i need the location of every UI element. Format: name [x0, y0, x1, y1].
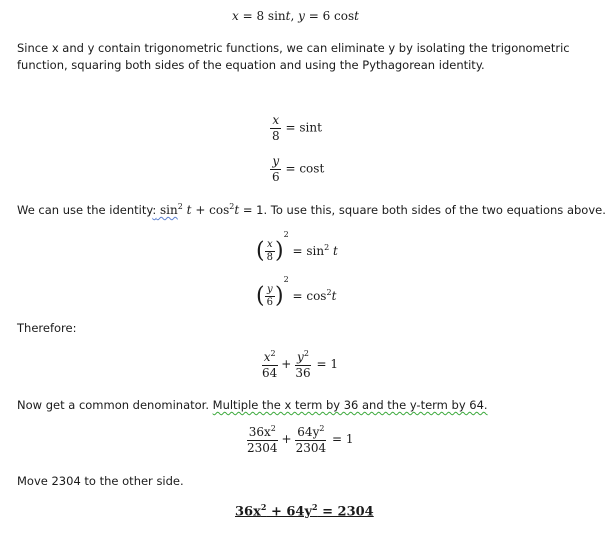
equation-common-denominator — [245, 425, 354, 454]
denominator: 2304 — [247, 440, 278, 455]
sup: 2 — [260, 502, 267, 512]
sup: 2 — [283, 230, 289, 239]
var-x: x — [232, 9, 239, 23]
eq-6cos: = 6 cos — [304, 9, 355, 23]
plus-sign: + — [281, 357, 292, 372]
final-eq-2304: = 2304 — [317, 504, 374, 520]
eq-8sin: = 8 sin — [238, 9, 286, 23]
identity-colon: : sin — [152, 203, 178, 217]
numerator: y — [265, 285, 275, 298]
sup: 2 — [229, 202, 235, 211]
denominator: 8 — [272, 128, 280, 143]
move-paragraph: Move 2304 to the other side. — [17, 474, 184, 488]
equation-y-over-6 — [270, 155, 324, 183]
sup: 2 — [177, 202, 183, 211]
identity-paragraph — [17, 202, 606, 217]
var-t: t — [331, 289, 337, 303]
para3-lead: Now get a common denominator. — [17, 398, 213, 412]
plus-sign: + — [281, 432, 292, 447]
denominator: 6 — [272, 169, 280, 184]
fraction-x-8 — [265, 240, 275, 264]
numerator: x — [265, 240, 275, 253]
plus-cos: + cos — [191, 203, 230, 217]
rhs: = 1 — [331, 432, 354, 447]
final-36x: 36x — [235, 504, 261, 520]
intro-paragraph: Since x and y contain trigonometric functions, we can eliminate y by isolating the trigonometric function, squaring both sides of the equation and using the Pythagorean identity. — [17, 41, 570, 72]
left-paren: ( — [256, 238, 265, 264]
var-t: t — [333, 244, 338, 258]
common-denominator-paragraph — [17, 398, 488, 412]
sup: 2 — [326, 288, 332, 297]
numerator: $x^2$ — [263, 349, 276, 364]
comma: , — [290, 9, 299, 23]
var-t: t — [186, 203, 192, 217]
var-y: y — [298, 9, 305, 23]
fraction-64y2-2304 — [294, 425, 329, 454]
numerator: $36x^2$ — [248, 424, 276, 439]
denominator: 8 — [266, 252, 273, 263]
identity-lead: We can use the identity — [17, 203, 153, 217]
denominator: 36 — [295, 365, 311, 380]
numerator: y — [272, 154, 280, 168]
equation-x-over-8 — [270, 114, 322, 142]
rhs: = cos — [292, 289, 327, 303]
para3-underlined: Multiple the x term by 36 and the y-term by 64. — [212, 398, 488, 412]
fraction-36x2-2304 — [245, 425, 280, 454]
numerator: x — [272, 113, 280, 127]
equation-squared-x — [256, 230, 338, 264]
header-equation — [232, 9, 359, 23]
equation-ellipse — [260, 350, 338, 379]
right-paren: ) — [274, 238, 284, 264]
fraction-x-8 — [270, 114, 282, 142]
var-t2: t — [354, 9, 359, 23]
fraction-y-6 — [265, 285, 275, 309]
identity-sin: sin — [156, 203, 178, 217]
therefore-label: Therefore: — [17, 321, 77, 335]
var-t: t — [234, 203, 240, 217]
rhs: = sin — [292, 244, 325, 258]
sup: 2 — [283, 275, 289, 284]
sup: 2 — [324, 243, 330, 252]
rhs: = sint — [285, 120, 322, 135]
fraction-x2-64 — [260, 350, 279, 379]
fraction-y-6 — [270, 155, 282, 183]
numerator: $y^2$ — [297, 349, 309, 364]
final-equation — [235, 502, 374, 519]
numerator: $64y^2$ — [297, 424, 325, 439]
denominator: 2304 — [295, 440, 327, 455]
left-paren: ( — [256, 283, 265, 309]
denominator: 64 — [262, 365, 278, 380]
right-paren: ) — [274, 283, 284, 309]
sup: 2 — [312, 502, 318, 512]
rhs: = cost — [285, 161, 325, 176]
rhs: = 1 — [316, 357, 338, 372]
denominator: 6 — [266, 297, 273, 308]
identity-tail: = 1. To use this, square both sides of the two equations above. — [239, 203, 606, 217]
final-plus-64y: + 64y — [266, 504, 313, 520]
var-t: t — [285, 9, 291, 23]
equation-squared-y — [256, 275, 336, 309]
fraction-y2-36 — [293, 350, 312, 379]
